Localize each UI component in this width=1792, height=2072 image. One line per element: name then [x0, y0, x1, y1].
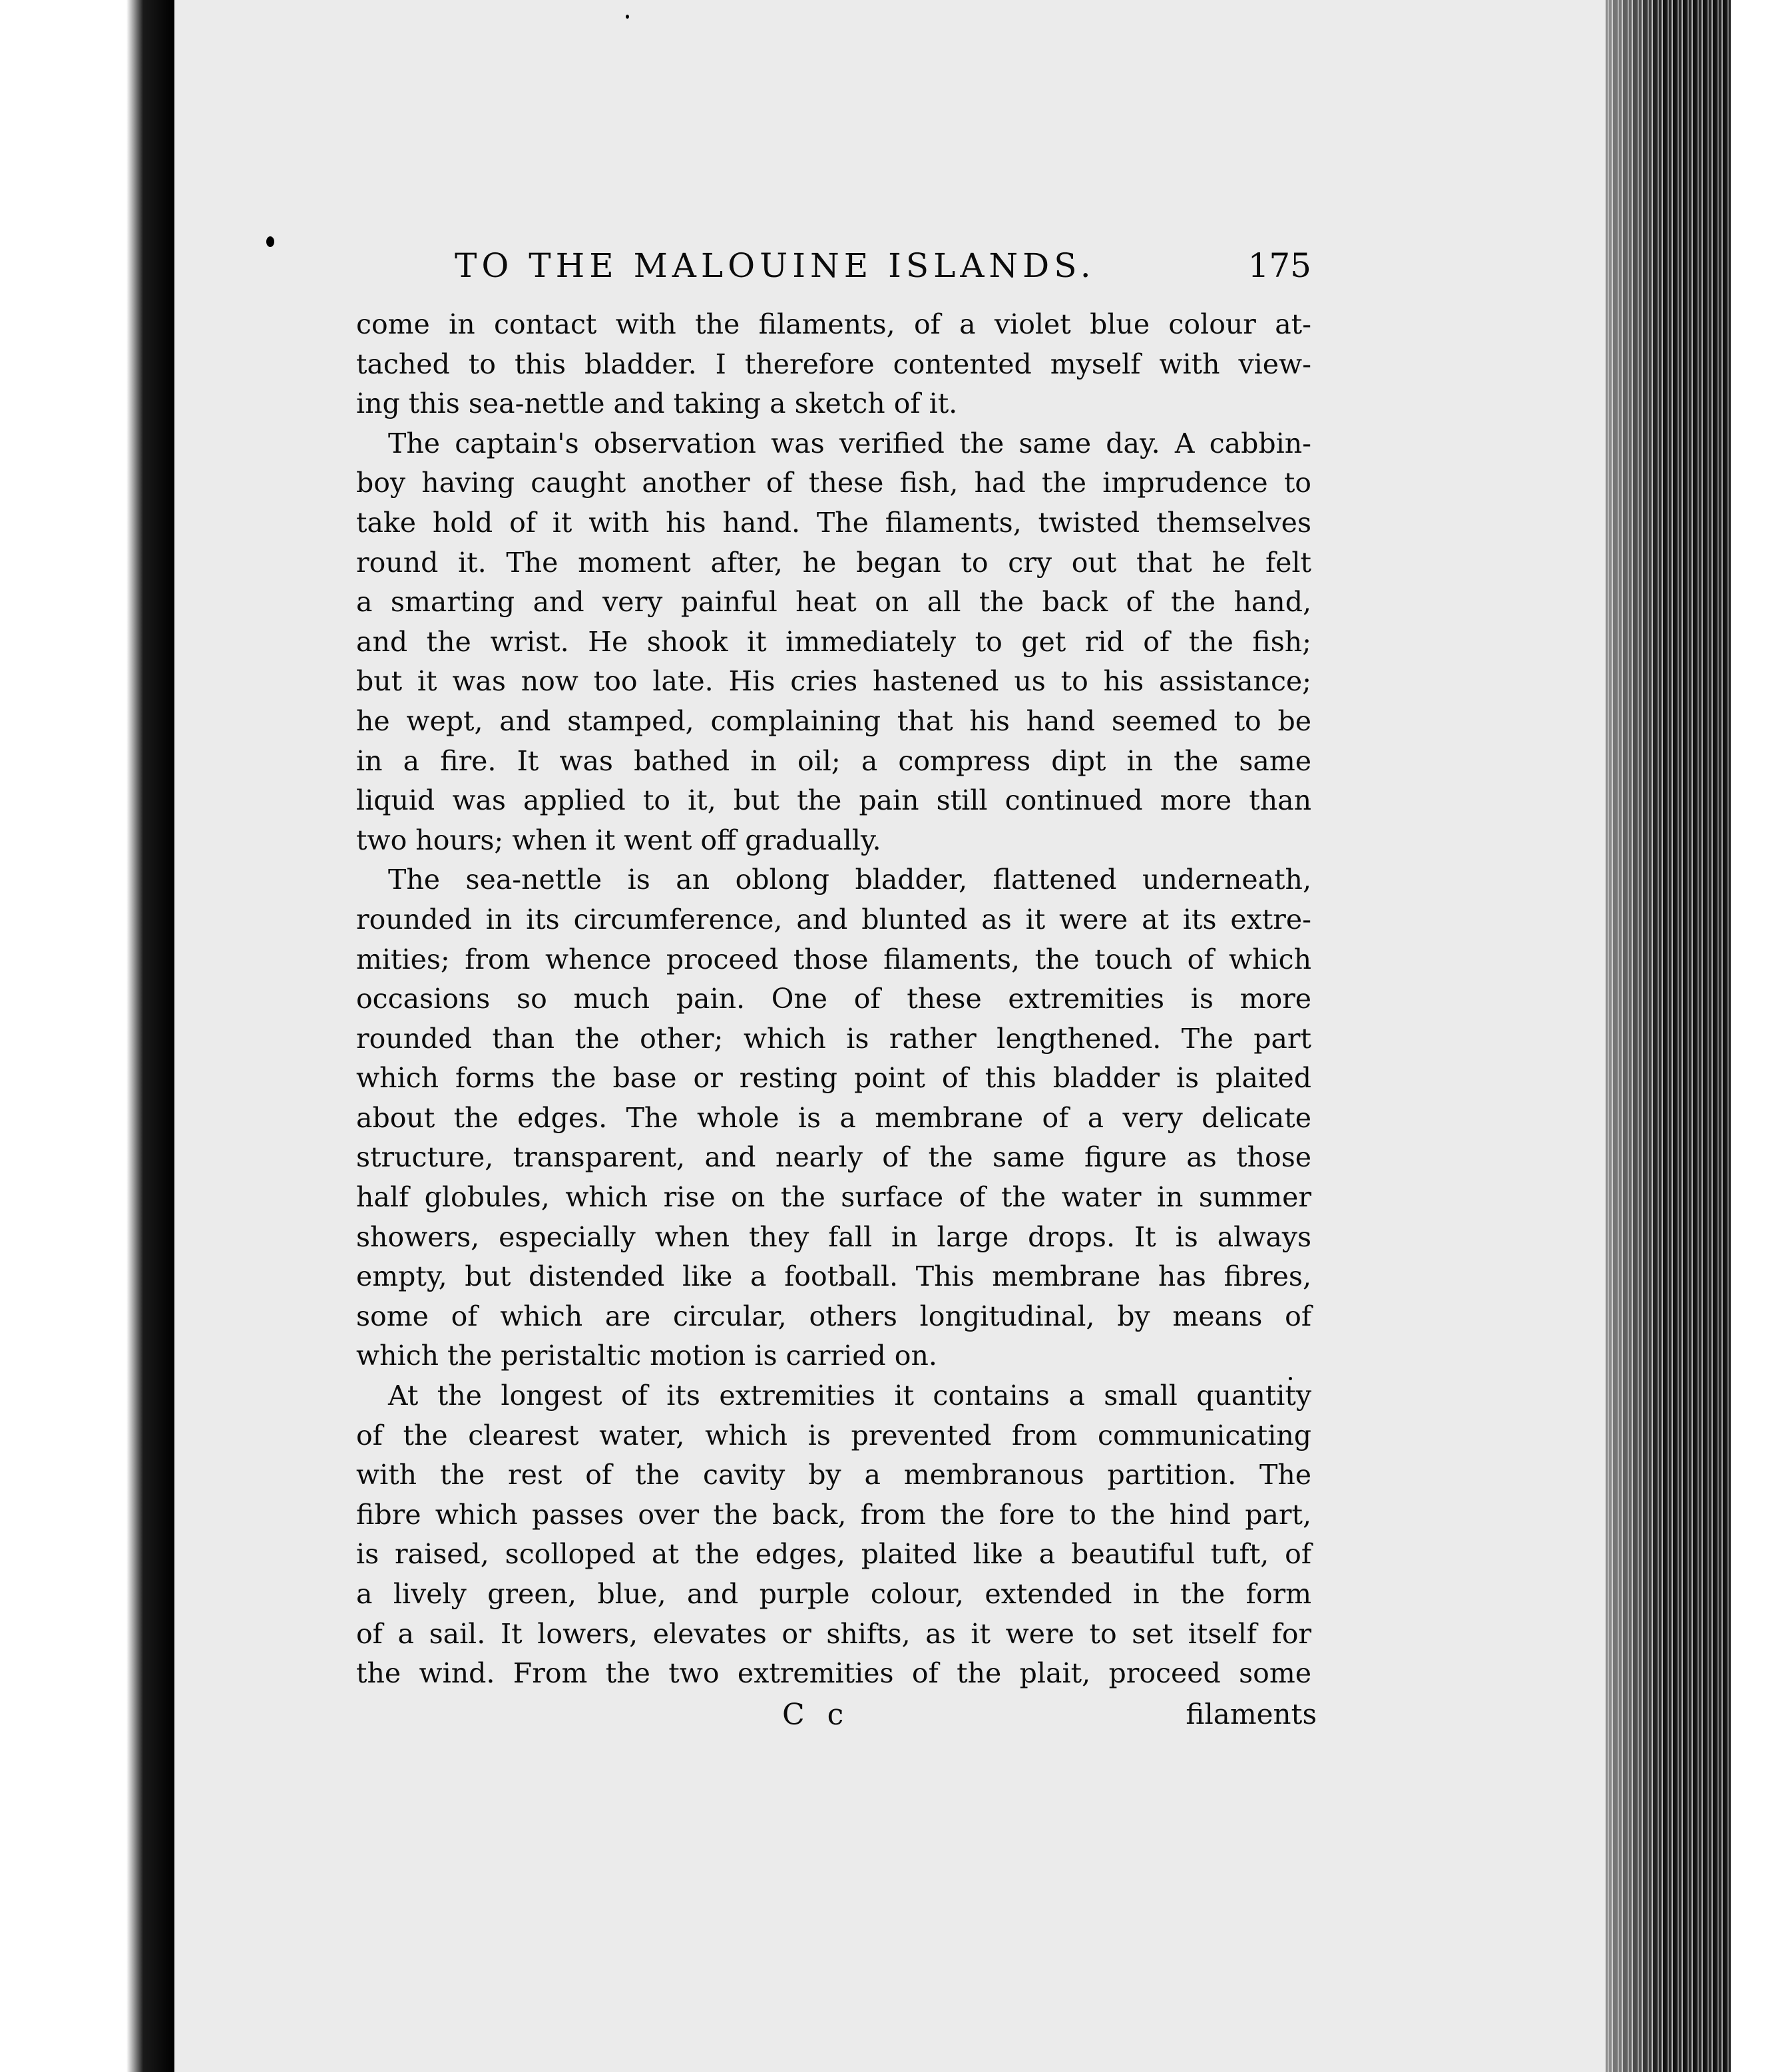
- text-line: and the wrist. He shook it immediately to get rid of the fish;: [356, 625, 1311, 658]
- text-line: of the clearest water, which is prevented from communicating: [356, 1419, 1311, 1451]
- text-line: showers, especially when they fall in large drops. It is always: [356, 1220, 1311, 1253]
- text-line: empty, but distended like a football. This membrane has fibres,: [356, 1260, 1311, 1293]
- text-line: The captain's observation was verified the same day. A cabbin-: [388, 427, 1311, 459]
- running-head-title: TO THE MALOUINE ISLANDS.: [455, 246, 1096, 285]
- text-line: which forms the base or resting point of this bladder is plaited: [356, 1062, 1311, 1095]
- text-line: but it was now too late. His cries hastened us to his assistance;: [356, 665, 1311, 698]
- ink-speck: [266, 236, 274, 247]
- text-line: is raised, scolloped at the edges, plaited like a beautiful tuft, of: [356, 1538, 1311, 1571]
- page-footer: [356, 1697, 1317, 1738]
- text-line: about the edges. The whole is a membrane of a very delicate: [356, 1101, 1311, 1134]
- right-margin: [1731, 0, 1792, 2072]
- text-line: structure, transparent, and nearly of the same figure as those: [356, 1141, 1311, 1174]
- text-line: tached to this bladder. I therefore contented myself with view-: [356, 348, 1311, 380]
- text-line: The sea-nettle is an oblong bladder, flattened underneath,: [388, 864, 1311, 896]
- text-line: ing this sea-nettle and taking a sketch of it.: [356, 388, 958, 420]
- text-line: half globules, which rise on the surface of the water in summer: [356, 1181, 1311, 1214]
- catchword: filaments: [1186, 1697, 1317, 1730]
- running-head: [356, 246, 1311, 293]
- page-number: 175: [1247, 246, 1311, 285]
- text-line: At the longest of its extremities it contains a small quantity: [388, 1380, 1311, 1412]
- signature-mark: C c: [782, 1697, 851, 1732]
- text-line: rounded than the other; which is rather lengthened. The part: [356, 1022, 1311, 1055]
- text-line: rounded in its circumference, and blunted as it were at its extre-: [356, 903, 1311, 935]
- gutter-shadow: [126, 0, 174, 2072]
- text-line: a smarting and very painful heat on all the back of the hand,: [356, 586, 1311, 619]
- text-line: of a sail. It lowers, elevates or shifts, as it were to set itself for: [356, 1617, 1311, 1650]
- text-line: liquid was applied to it, but the pain still continued more than: [356, 784, 1311, 817]
- text-line: take hold of it with his hand. The filaments, twisted themselves: [356, 506, 1311, 539]
- text-block: [356, 246, 1317, 1738]
- text-line: the wind. From the two extremities of the plait, proceed some: [356, 1657, 1311, 1690]
- text-line: in a fire. It was bathed in oil; a compress dipt in the same: [356, 744, 1311, 777]
- text-line: some of which are circular, others longitudinal, by means of: [356, 1300, 1311, 1332]
- body-text: [356, 305, 1311, 1694]
- text-line: he wept, and stamped, complaining that his hand seemed to be: [356, 704, 1311, 737]
- text-line: with the rest of the cavity by a membranous partition. The: [356, 1459, 1311, 1491]
- text-line: occasions so much pain. One of these extremities is more: [356, 983, 1311, 1015]
- text-line: fibre which passes over the back, from the fore to the hind part,: [356, 1498, 1311, 1531]
- text-line: a lively green, blue, and purple colour, extended in the form: [356, 1578, 1311, 1610]
- text-line: mities; from whence proceed those filaments, the touch of which: [356, 943, 1311, 975]
- ink-speck: [626, 15, 629, 19]
- text-line: which the peristaltic motion is carried on.: [356, 1340, 937, 1372]
- text-line: boy having caught another of these fish, had the imprudence to: [356, 467, 1311, 499]
- text-line: two hours; when it went off gradually.: [356, 824, 881, 856]
- text-line: round it. The moment after, he began to cry out that he felt: [356, 546, 1311, 579]
- text-line: come in contact with the filaments, of a violet blue colour at-: [356, 308, 1311, 340]
